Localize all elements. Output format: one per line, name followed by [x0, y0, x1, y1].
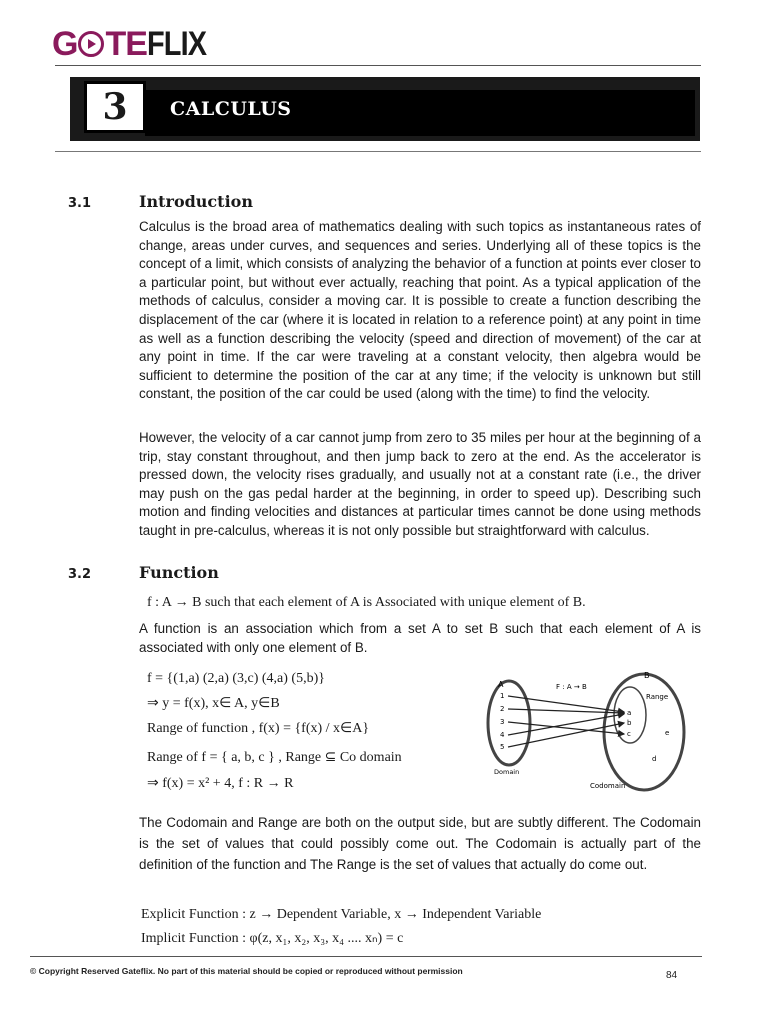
set-a-label: A [498, 680, 504, 689]
section-number: 3.2 [68, 567, 92, 582]
domain-element: 3 [500, 718, 505, 726]
codomain-label: Codomain [590, 782, 626, 790]
range-element: a [627, 709, 632, 717]
domain-element: 5 [500, 743, 505, 751]
footer-divider [30, 956, 702, 957]
explicit-function: Explicit Function : z → Dependent Variable, x → Independent Variable [141, 907, 542, 922]
mapping-diagram [476, 666, 696, 796]
page-number: 84 [666, 970, 678, 981]
codomain-element: e [665, 729, 670, 737]
codomain-paragraph: The Codomain and Range are both on the output side, but are subtly different. The Codomain is the set of values that could possibly come out. The Codomain is actually part of the definition of the function and The Range is the set of values that actually do come out. [139, 815, 701, 872]
mapping-arrow [508, 723, 624, 747]
implicit-function: Implicit Function : φ(z, x₁, x₂, x₃, x₄ .... xₙ) = c [141, 931, 404, 946]
intro-paragraph-2: However, the velocity of a car cannot jump from zero to 35 miles per hour at the beginning of a trip, stay constant throughout, and then jump back to zero at the end. As the accelerator is pressed down, the velocity rises gradually, and usually not at a constant rate (i.e., the driver may push on the gas pedal harder at the beginning, in order to speed up). Describing such motion and finding velocities and distances at particular times cannot be done using methods taught in pre-calculus, whereas it is not only possible but straightforward with calculus. [139, 430, 701, 538]
chapter-number: 3 [84, 81, 146, 133]
header-divider [55, 65, 701, 66]
play-icon [78, 31, 104, 57]
mapping-label: F : A → B [556, 683, 587, 691]
gateflix-logo: G TE FLIX [52, 24, 207, 63]
domain-element: 2 [500, 705, 505, 713]
range-label: Range [646, 693, 669, 701]
range-element: b [627, 719, 632, 727]
range-element: c [627, 730, 631, 738]
math-line: Range of f = { a, b, c } , Range ⊆ Co domain [147, 750, 402, 765]
copyright-notice: © Copyright Reserved Gateflix. No part of this material should be copied or reproduced without permission [30, 966, 463, 976]
function-definition: f : A → B such that each element of A is Associated with unique element of B. [147, 595, 586, 610]
function-paragraph: A function is an association which from a set A to set B such that each element of A is associated with only one element of B. [139, 621, 701, 655]
math-line: f = {(1,a) (2,a) (3,c) (4,a) (5,b)} [147, 671, 325, 686]
intro-paragraph-1: Calculus is the broad area of mathematics dealing with such topics as instantaneous rates of change, areas under curves, and sequences and series. Underlying all of these topics is the concept of a limit, which consists of analyzing the behavior of a function at points ever closer to a particular point, but without ever actually, reaching that point. As a typical application of the methods of calculus, consider a moving car. It is possible to create a function describing the displacement of the car (where it is located in relation to a reference point) at any point in time as well as a function describing the velocity (speed and direction of movement) of the car at any point in time. If the car were traveling at a constant velocity, then algebra would be sufficient to determine the position of the car at any time; if the velocity is unknown but still constant, the position of the car could be used (along with the time) to find the velocity. [139, 219, 701, 402]
banner-divider [55, 151, 701, 152]
set-b-label: B [644, 671, 650, 680]
domain-set [488, 681, 530, 765]
domain-label: Domain [494, 768, 520, 776]
chapter-title: CALCULUS [170, 98, 292, 120]
math-line: Range of function , f(x) = {f(x) / x∈A} [147, 721, 370, 736]
math-line: ⇒ y = f(x), x∈ A, y∈B [147, 696, 280, 711]
math-line: ⇒ f(x) = x² + 4, f : R → R [147, 776, 294, 791]
section-title: Introduction [139, 192, 253, 211]
codomain-element: d [652, 755, 657, 763]
domain-element: 1 [500, 692, 505, 700]
codomain-set [604, 674, 684, 790]
domain-element: 4 [500, 731, 505, 739]
section-title: Function [139, 563, 219, 582]
section-number: 3.1 [68, 196, 92, 211]
